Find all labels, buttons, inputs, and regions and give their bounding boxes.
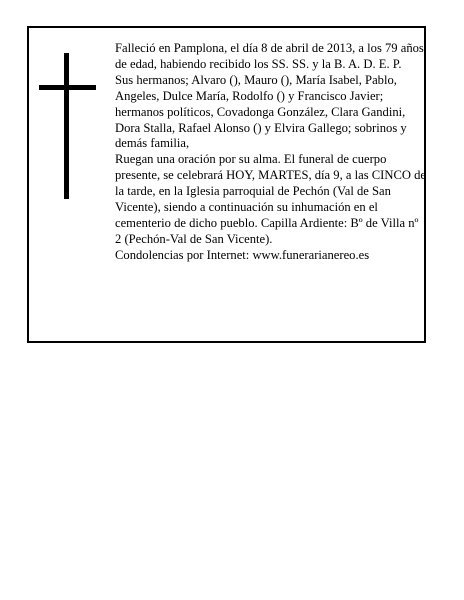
- obituary-notice: [27, 26, 426, 343]
- cross-horizontal-bar: [39, 85, 96, 90]
- cross-icon: [37, 53, 97, 199]
- cross-vertical-bar: [64, 53, 69, 199]
- family-list: Sus hermanos; Alvaro (), Mauro (), María Isabel, Pablo, Angeles, Dulce María, Rodolfo () y Francisco Javier; hermanos políticos, Covadonga González, Clara Gandini, Dora Stalla, Rafael Alonso () y Elvira Gallego; sobrinos y demás familia,: [115, 72, 407, 151]
- condolences-line: Condolencias por Internet: www.funerarianereo.es: [115, 247, 370, 262]
- funeral-details: Ruegan una oración por su alma. El funeral de cuerpo presente, se celebrará HOY, MARTES, día 9, a las CINCO de la tarde, en la Iglesia parroquial de Pechón (Val de San Vicente), siendo a continuación su inhumación en el cementerio de dicho pueblo. Capilla Ardiente: Bº de Villa nº 2 (Pechón-Val de San Vicente).: [115, 152, 426, 246]
- death-announcement: Falleció en Pamplona, el día 8 de abril de 2013, a los 79 años de edad, habiendo recibido los SS. SS. y la B. A. D. E. P.: [115, 41, 424, 71]
- obituary-text: [115, 41, 426, 264]
